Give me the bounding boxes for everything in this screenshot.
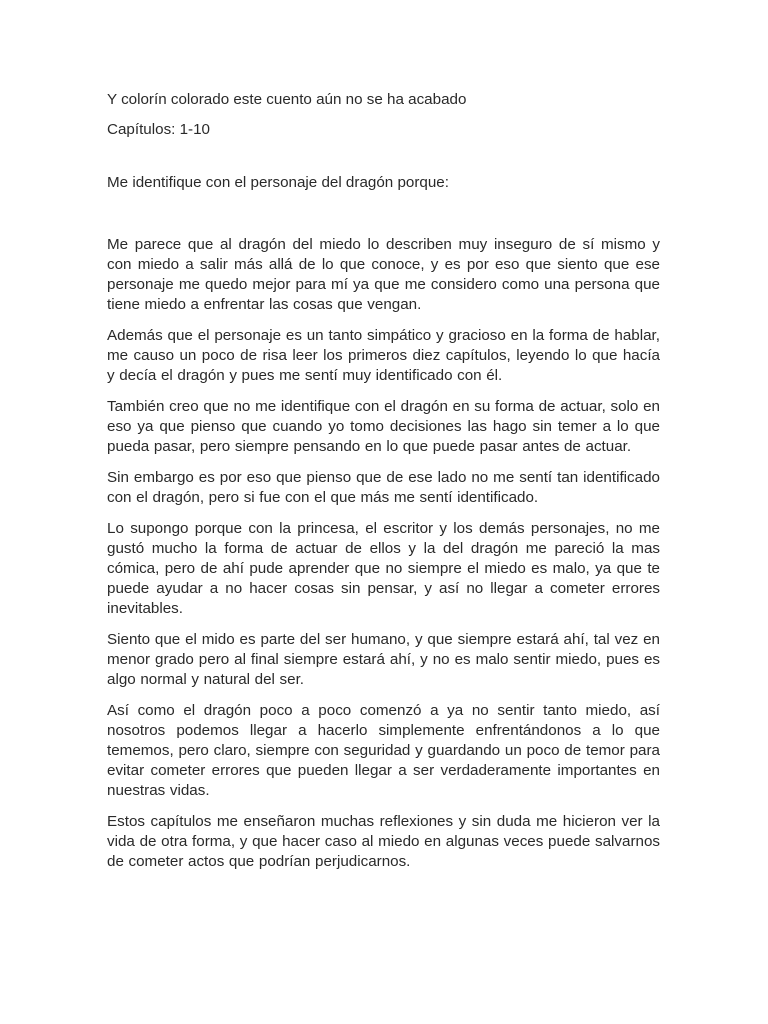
paragraph: Así como el dragón poco a poco comenzó a ya no sentir tanto miedo, así nosotros podemos llegar a hacerlo simplemente enfrentándonos a lo que tememos, pero claro, siempre con seguridad y guardando un poco de temor para evitar cometer errores que pueden llegar a ser verdaderamente importantes en nuestras vidas. [107, 702, 660, 799]
paragraph: Siento que el mido es parte del ser humano, y que siempre estará ahí, tal vez en menor grado pero al final siempre estará ahí, y no es malo sentir miedo, pues es algo normal y natural del ser. [107, 631, 660, 688]
chapters-line: Capítulos: 1-10 [107, 121, 210, 138]
document-page [107, 90, 660, 883]
paragraph: Me parece que al dragón del miedo lo describen muy inseguro de sí mismo y con miedo a salir más allá de lo que conoce, y es por eso que siento que ese personaje me quedo mejor para mí ya que me considero como una persona que tiene miedo a enfrentar las cosas que vengan. [107, 236, 660, 313]
paragraph: Estos capítulos me enseñaron muchas reflexiones y sin duda me hicieron ver la vida de otra forma, y que hacer caso al miedo en algunas veces puede salvarnos de cometer actos que podrían perjudicarnos. [107, 813, 660, 870]
paragraph: Lo supongo porque con la princesa, el escritor y los demás personajes, no me gustó mucho la forma de actuar de ellos y la del dragón me pareció la mas cómica, pero de ahí pude aprender que no siempre el miedo es malo, ya que te puede ayudar a no hacer cosas sin pensar, y así no llegar a cometer errores inevitables. [107, 520, 660, 617]
paragraph: Además que el personaje es un tanto simpático y gracioso en la forma de hablar, me causo un poco de risa leer los primeros diez capítulos, leyendo lo que hacía y decía el dragón y pues me sentí muy identificado con él. [107, 327, 660, 384]
intro-line: Me identifique con el personaje del dragón porque: [107, 174, 449, 191]
document-title: Y colorín colorado este cuento aún no se ha acabado [107, 91, 467, 108]
paragraph: También creo que no me identifique con el dragón en su forma de actuar, solo en eso ya que pienso que cuando yo tomo decisiones las hago sin temer a lo que pueda pasar, pero siempre pensando en lo que puede pasar antes de actuar. [107, 398, 660, 455]
paragraph: Sin embargo es por eso que pienso que de ese lado no me sentí tan identificado con el dragón, pero si fue con el que más me sentí identificado. [107, 469, 660, 506]
